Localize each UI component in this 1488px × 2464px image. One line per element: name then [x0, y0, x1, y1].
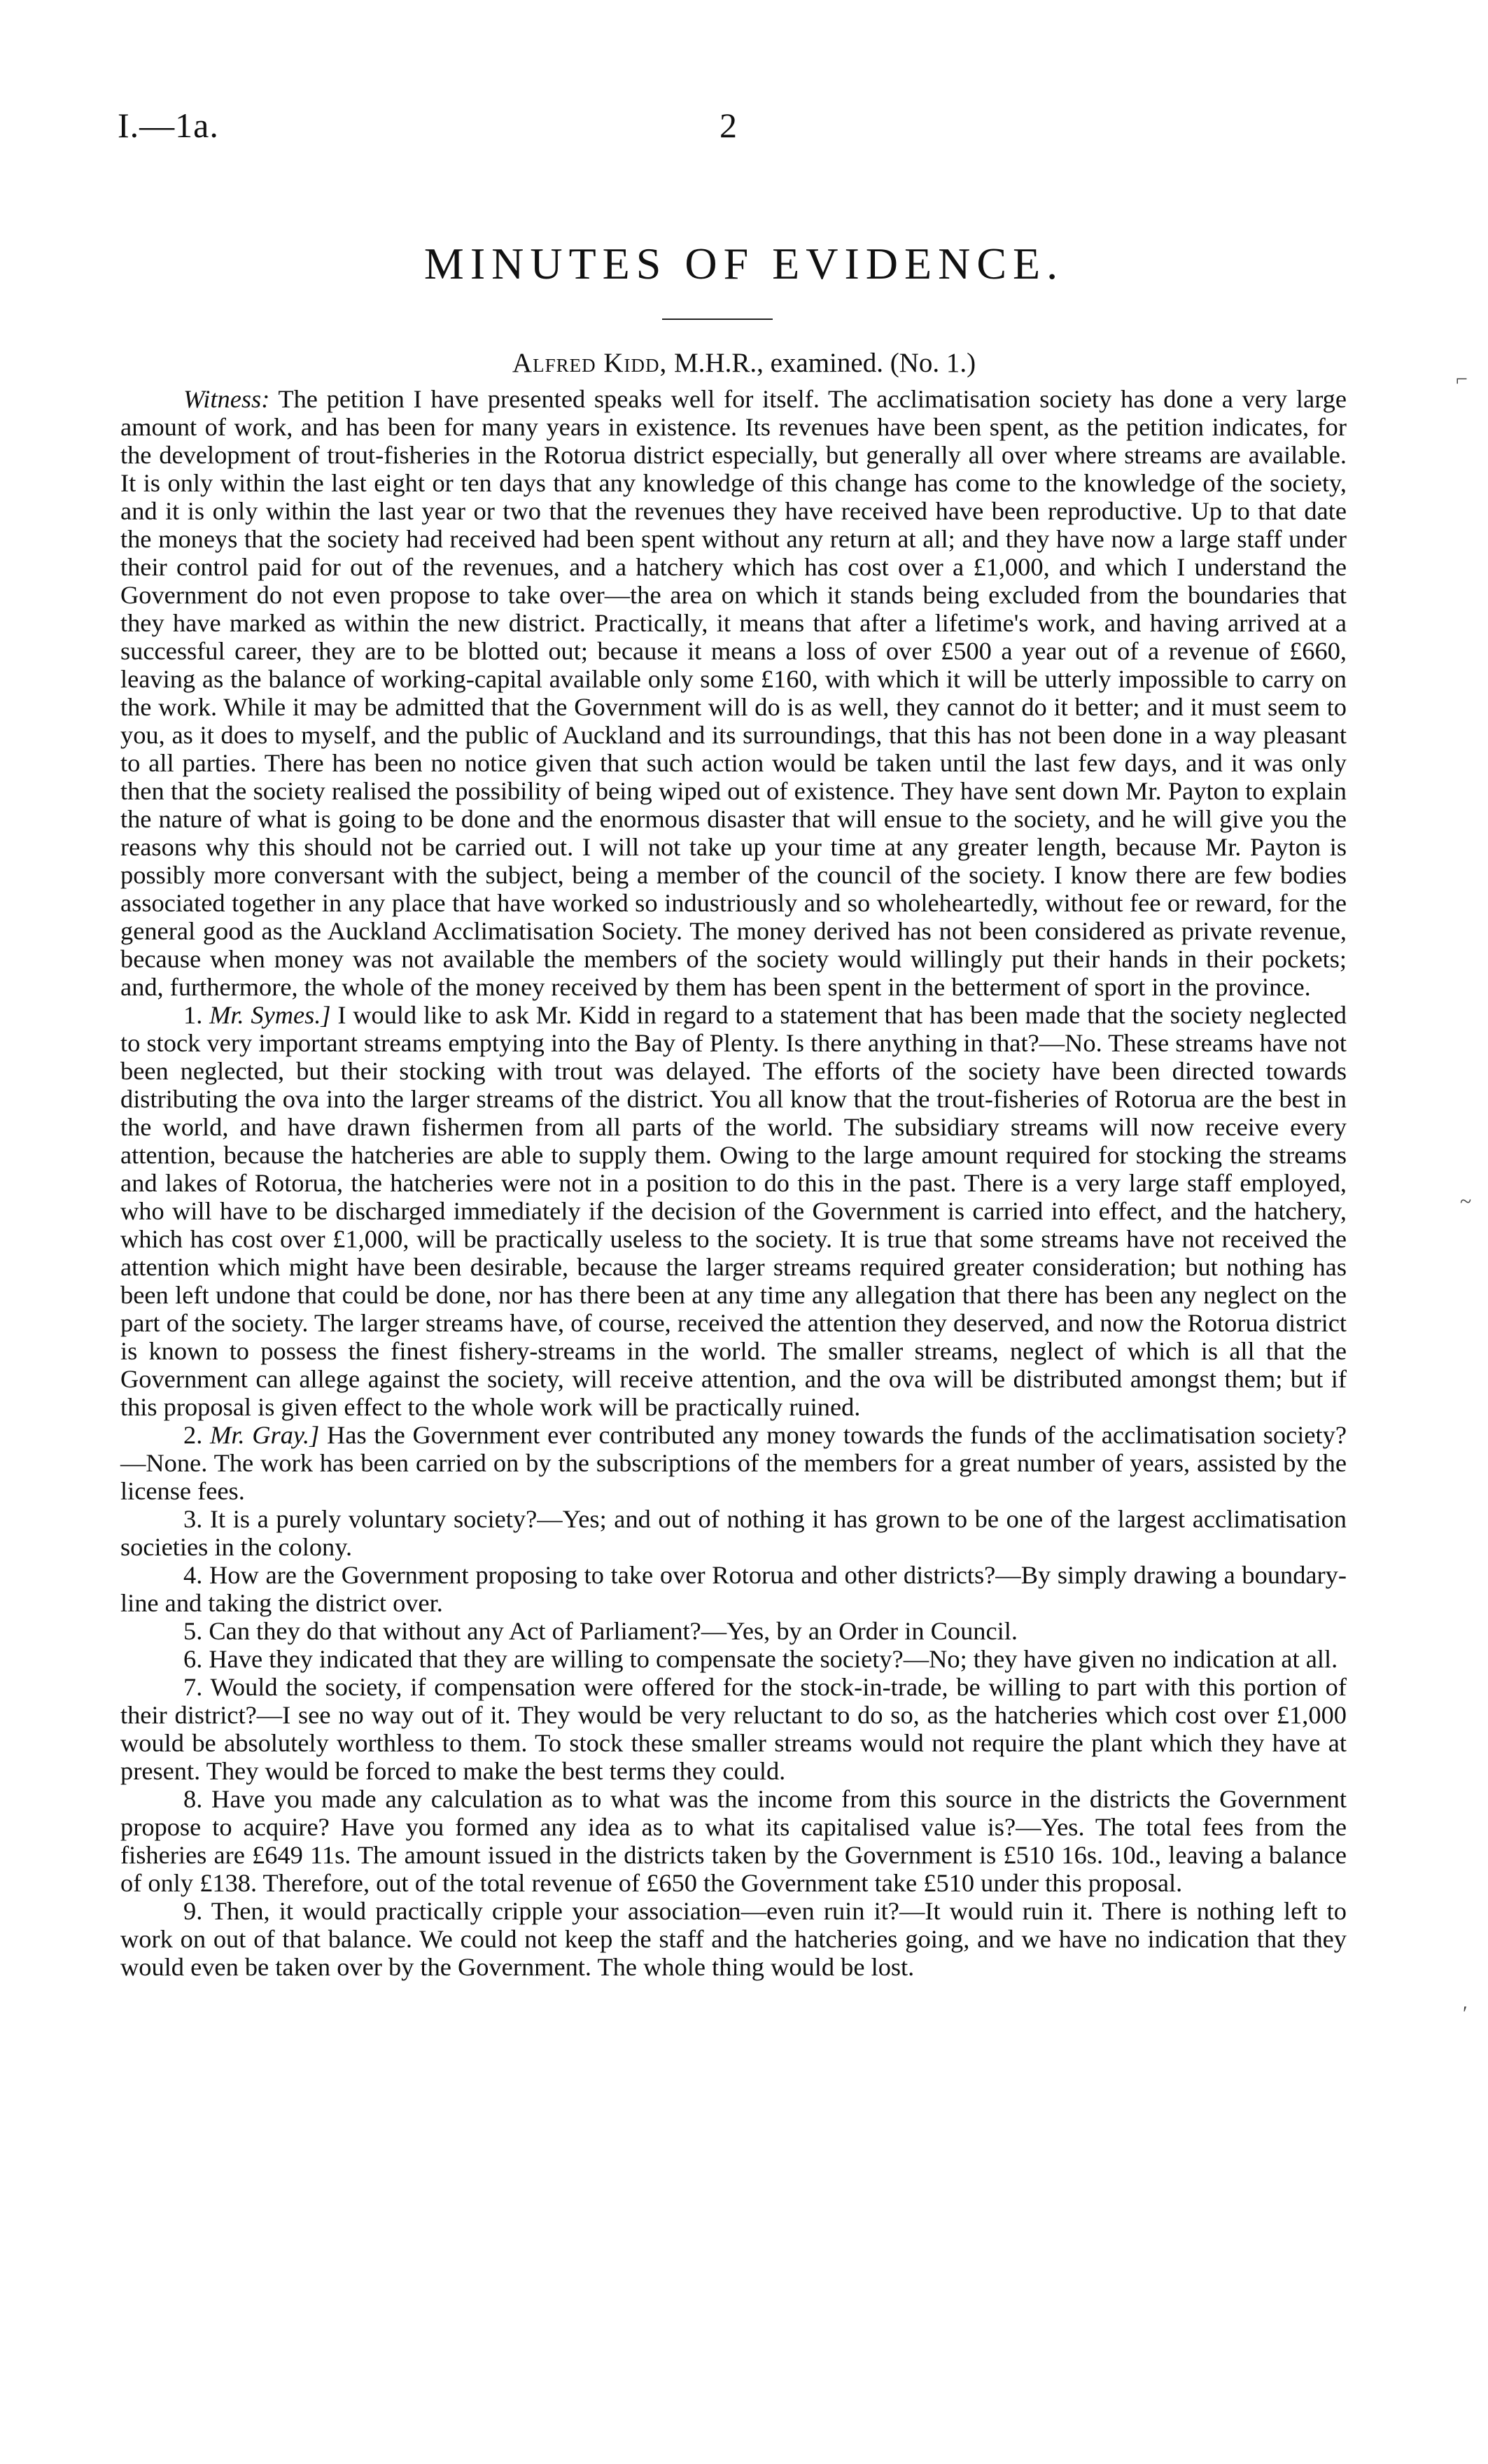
margin-mark: ~	[1460, 1190, 1472, 1213]
question-text: Have they indicated that they are willing to compensate the society?—No; they have given no indication at all.	[202, 1645, 1338, 1673]
question-5	[120, 1617, 1347, 1645]
question-number: 5.	[183, 1617, 203, 1645]
witness-details: M.H.R., examined. (No. 1.)	[673, 348, 976, 378]
margin-mark: ⌐	[1456, 368, 1468, 391]
document-reference: I.—1a.	[118, 106, 219, 145]
question-number: 3.	[183, 1505, 203, 1533]
page-number: 2	[720, 106, 737, 145]
title-divider	[662, 318, 773, 320]
witness-header	[0, 347, 1488, 379]
question-8	[120, 1785, 1347, 1897]
question-3	[120, 1505, 1347, 1561]
question-text: Have you made any calculation as to what was the income from this source in the districts the Government propose to acquire? Have you formed any idea as to what its capitalised value is?—Yes. The total fees from the fisheries are £649 11s. The amount issued in the districts taken by the Government is £510 16s. 10d., leaving a balance of only £138. Therefore, out of the total revenue of £650 the Government take £510 under this proposal.	[120, 1785, 1347, 1897]
question-number: 9.	[183, 1897, 203, 1925]
margin-mark: ′	[1463, 2002, 1468, 2025]
questioner: Mr. Symes.]	[209, 1001, 331, 1029]
question-number: 2.	[183, 1421, 203, 1449]
question-2	[120, 1421, 1347, 1505]
question-text: Has the Government ever contributed any money towards the funds of the acclimatisation society?—None. The work has been carried on by the subscriptions of the members for a great number of years, assisted by the license fees.	[120, 1421, 1347, 1505]
question-text: How are the Government proposing to take over Rotorua and other districts?—By simply drawing a boundary-line and taking the district over.	[120, 1561, 1347, 1617]
evidence-body	[120, 385, 1347, 1981]
page-title: MINUTES OF EVIDENCE.	[423, 239, 1065, 288]
question-text: Then, it would practically cripple your association—even ruin it?—It would ruin it. There is nothing left to work on out of that balance. We could not keep the staff and the hatcheries going, and we have no indication that they would even be taken over by the Government. The whole thing would be lost.	[120, 1897, 1347, 1981]
paragraph-witness-statement	[120, 385, 1347, 1001]
witness-name: Alfred Kidd,	[512, 348, 668, 378]
question-text: Can they do that without any Act of Parliament?—Yes, by an Order in Council.	[202, 1617, 1018, 1645]
questioner: Mr. Gray.]	[210, 1421, 320, 1449]
question-number: 8.	[183, 1785, 203, 1813]
question-text: Would the society, if compensation were offered for the stock-in-trade, be willing to part with this portion of their district?—I see no way out of it. They would be very reluctant to do so, as the hatcheries which cost over £1,000 would be absolutely worthless to them. To stock these smaller streams would not require the plant which they have at present. They would be forced to make the best terms they could.	[120, 1673, 1347, 1785]
question-1	[120, 1001, 1347, 1421]
question-number: 4.	[183, 1561, 203, 1589]
question-number: 7.	[183, 1673, 203, 1701]
question-6	[120, 1645, 1347, 1673]
question-9	[120, 1897, 1347, 1981]
question-text: I would like to ask Mr. Kidd in regard to a statement that has been made that the society neglected to stock very important streams emptying into the Bay of Plenty. Is there anything in that?—No. These streams have not been neglected, but their stocking with trout was delayed. The efforts of the society have been directed towards distributing the ova into the larger streams of the district. You all know that the trout-fisheries of Rotorua are the best in the world, and have drawn fishermen from all parts of the world. The subsidiary streams will now receive every attention, because the hatcheries are able to supply them. Owing to the large amount required for stocking the streams and lakes of Rotorua, the hatcheries were not in a position to do this in the past. There is a very large staff employed, who will have to be discharged immediately if the decision of the Government is carried into effect, and the hatchery, which has cost over £1,000, will be practically useless to the society. It is true that some streams have not received the attention which might have been desirable, because the larger streams required greater consideration; but nothing has been left undone that could be done, nor has there been at any time any allegation that there has been any neglect on the part of the society. The larger streams have, of course, received the attention they deserved, and now the Rotorua district is known to possess the finest fishery-streams in the world. The smaller streams, neglect of which is all that the Government can allege against the society, will receive attention, and the ova will be distributed amongst them; but if this proposal is given effect to the whole work will be practically ruined.	[120, 1001, 1347, 1421]
question-7	[120, 1673, 1347, 1785]
question-number: 6.	[183, 1645, 203, 1673]
question-4	[120, 1561, 1347, 1617]
question-text: It is a purely voluntary society?—Yes; and out of nothing it has grown to be one of the largest acclimatisation societies in the colony.	[120, 1505, 1347, 1561]
paragraph-lead: Witness:	[183, 385, 270, 413]
question-number: 1.	[183, 1001, 203, 1029]
paragraph-text: The petition I have presented speaks well for itself. The acclimatisation society has done a very large amount of work, and has been for many years in existence. Its revenues have been spent, as the petition indicates, for the development of trout-fisheries in the Rotorua district especially, but generally all over where streams are available. It is only within the last eight or ten days that any knowledge of this change has come to the knowledge of the society, and it is only within the last year or two that the revenues they have received have been reproductive. Up to that date the moneys that the society had received had been spent without any return at all; and they have now a large staff under their control paid for out of the revenues, and a hatchery which has cost over a £1,000, and which I understand the Government do not even propose to take over—the area on which it stands being excluded from the boundaries that they have marked as within the new district. Practically, it means that after a lifetime's work, and having arrived at a successful career, they are to be blotted out; because it means a loss of over £500 a year out of a revenue of £660, leaving as the balance of working-capital available only some £160, with which it will be utterly impossible to carry on the work. While it may be admitted that the Government will do is as well, they cannot do it better; and it must seem to you, as it does to myself, and the public of Auckland and its surroundings, that this has not been done in a way pleasant to all parties. There has been no notice given that such action would be taken until the last few days, and it was only then that the society realised the possibility of being wiped out of existence. They have sent down Mr. Payton to explain the nature of what is going to be done and the enormous disaster that will ensue to the society, and he will give you the reasons why this should not be carried out. I will not take up your time at any greater length, because Mr. Payton is possibly more conversant with the subject, being a member of the council of the society. I know there are few bodies associated together in any place that have worked so industriously and so wholeheartedly, without fee or reward, for the general good as the Auckland Acclimatisation Society. The money derived has not been considered as private revenue, because when money was not available the members of the society would willingly put their hands in their pockets; and, furthermore, the whole of the money received by them has been spent in the betterment of sport in the province.	[120, 385, 1347, 1001]
